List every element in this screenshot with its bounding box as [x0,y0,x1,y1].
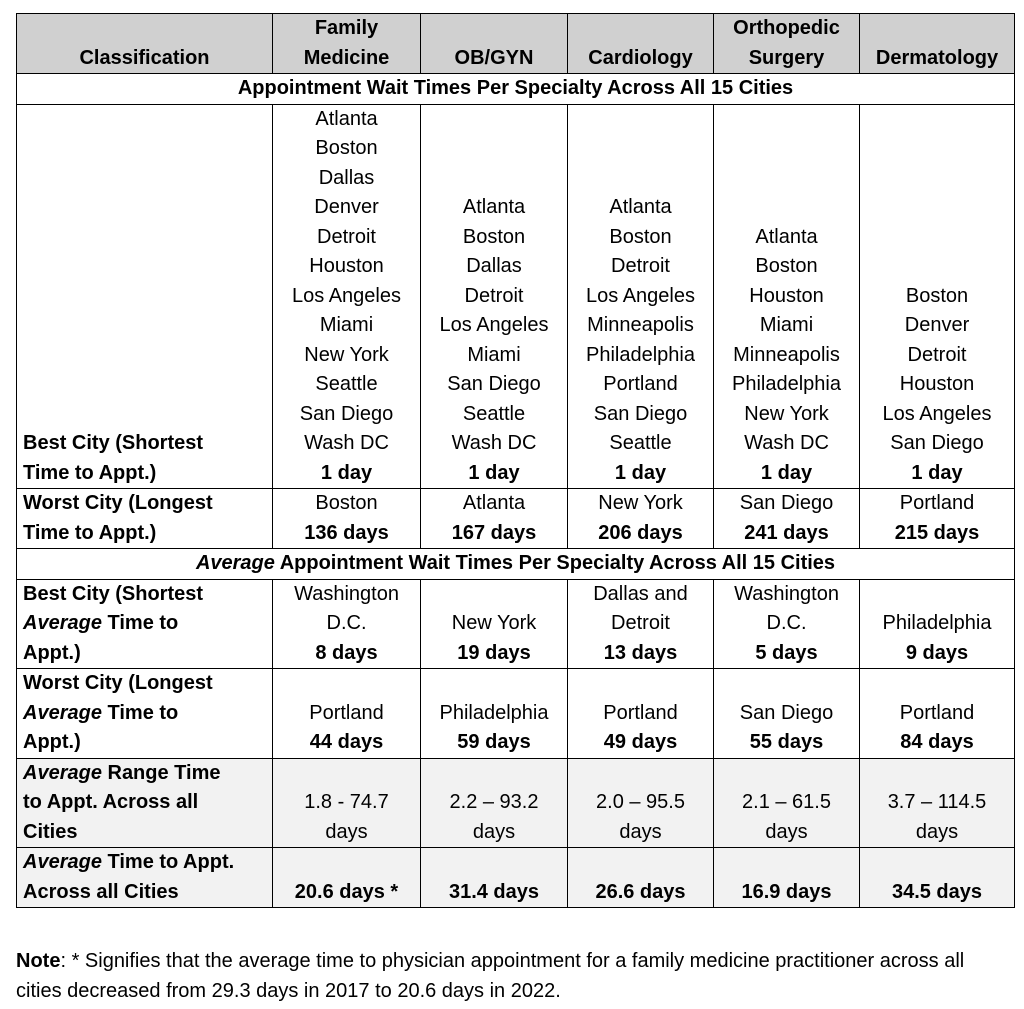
wait-times-table [16,13,1015,908]
header-classification: Classification [17,14,273,74]
cell-best-average-family-medicine: Washington D.C. 8 days [273,579,421,669]
cell-worst-city-dermatology: Portland 215 days [860,489,1015,549]
header-orthopedic-surgery: Orthopedic Surgery [714,14,860,74]
label-worst-average: Worst City (Longest Average Time to Appt.) [17,669,273,759]
cell-worst-city-family-medicine: Boston 136 days [273,489,421,549]
label-best-city: Best City (Shortest Time to Appt.) [17,104,273,489]
cell-average-range-cardiology: 2.0 – 95.5 days [568,758,714,848]
note-text: : * Signifies that the average time to physician appointment for a family medicine practitioner across all cities decreased from 29.3 days in 2017 to 20.6 days in 2022. [16,950,965,1002]
row-worst-city [17,489,1015,549]
cell-best-city-orthopedic-surgery: Atlanta Boston Houston Miami Minneapolis Philadelphia New York Wash DC 1 day [714,104,860,489]
section-row-average-wait-times [17,549,1015,580]
cell-average-time-orthopedic-surgery: 16.9 days [714,848,860,908]
header-cardiology: Cardiology [568,14,714,74]
cell-worst-average-orthopedic-surgery: San Diego 55 days [714,669,860,759]
cell-average-range-dermatology: 3.7 – 114.5 days [860,758,1015,848]
cell-best-city-obgyn: Atlanta Boston Dallas Detroit Los Angeles Miami San Diego Seattle Wash DC 1 day [421,104,568,489]
cell-best-average-dermatology: Philadelphia 9 days [860,579,1015,669]
cell-worst-city-cardiology: New York 206 days [568,489,714,549]
cell-worst-city-obgyn: Atlanta 167 days [421,489,568,549]
header-family-medicine: Family Medicine [273,14,421,74]
cell-best-average-orthopedic-surgery: Washington D.C. 5 days [714,579,860,669]
section-title: Appointment Wait Times Per Specialty Across All 15 Cities [17,74,1015,105]
cell-best-average-obgyn: New York 19 days [421,579,568,669]
cell-worst-average-dermatology: Portland 84 days [860,669,1015,759]
row-best-city [17,104,1015,489]
cell-best-city-dermatology: Boston Denver Detroit Houston Los Angeles San Diego 1 day [860,104,1015,489]
cell-average-range-family-medicine: 1.8 - 74.7 days [273,758,421,848]
cell-average-range-orthopedic-surgery: 2.1 – 61.5 days [714,758,860,848]
header-dermatology: Dermatology [860,14,1015,74]
cell-worst-average-cardiology: Portland 49 days [568,669,714,759]
row-best-average [17,579,1015,669]
label-worst-city: Worst City (Longest Time to Appt.) [17,489,273,549]
cell-average-time-family-medicine: 20.6 days * [273,848,421,908]
cell-average-time-obgyn: 31.4 days [421,848,568,908]
note-label: Note [16,950,61,972]
cell-best-city-cardiology: Atlanta Boston Detroit Los Angeles Minneapolis Philadelphia Portland San Diego Seattle 1 day [568,104,714,489]
table-note [16,947,1006,1006]
cell-average-time-dermatology: 34.5 days [860,848,1015,908]
cell-best-average-cardiology: Dallas and Detroit 13 days [568,579,714,669]
cell-average-range-obgyn: 2.2 – 93.2 days [421,758,568,848]
row-average-range [17,758,1015,848]
section-row-appointment-wait-times [17,74,1015,105]
label-average-range: Average Range Time to Appt. Across all Cities [17,758,273,848]
label-average-time: Average Time to Appt. Across all Cities [17,848,273,908]
cell-worst-average-obgyn: Philadelphia 59 days [421,669,568,759]
label-best-average: Best City (Shortest Average Time to Appt.) [17,579,273,669]
cell-average-time-cardiology: 26.6 days [568,848,714,908]
header-row [17,14,1015,74]
cell-best-city-family-medicine: Atlanta Boston Dallas Denver Detroit Houston Los Angeles Miami New York Seattle San Diego Wash DC 1 day [273,104,421,489]
row-worst-average [17,669,1015,759]
cell-worst-city-orthopedic-surgery: San Diego 241 days [714,489,860,549]
cell-worst-average-family-medicine: Portland 44 days [273,669,421,759]
row-average-time [17,848,1015,908]
section-title-average: Average Appointment Wait Times Per Specialty Across All 15 Cities [17,549,1015,580]
header-obgyn: OB/GYN [421,14,568,74]
